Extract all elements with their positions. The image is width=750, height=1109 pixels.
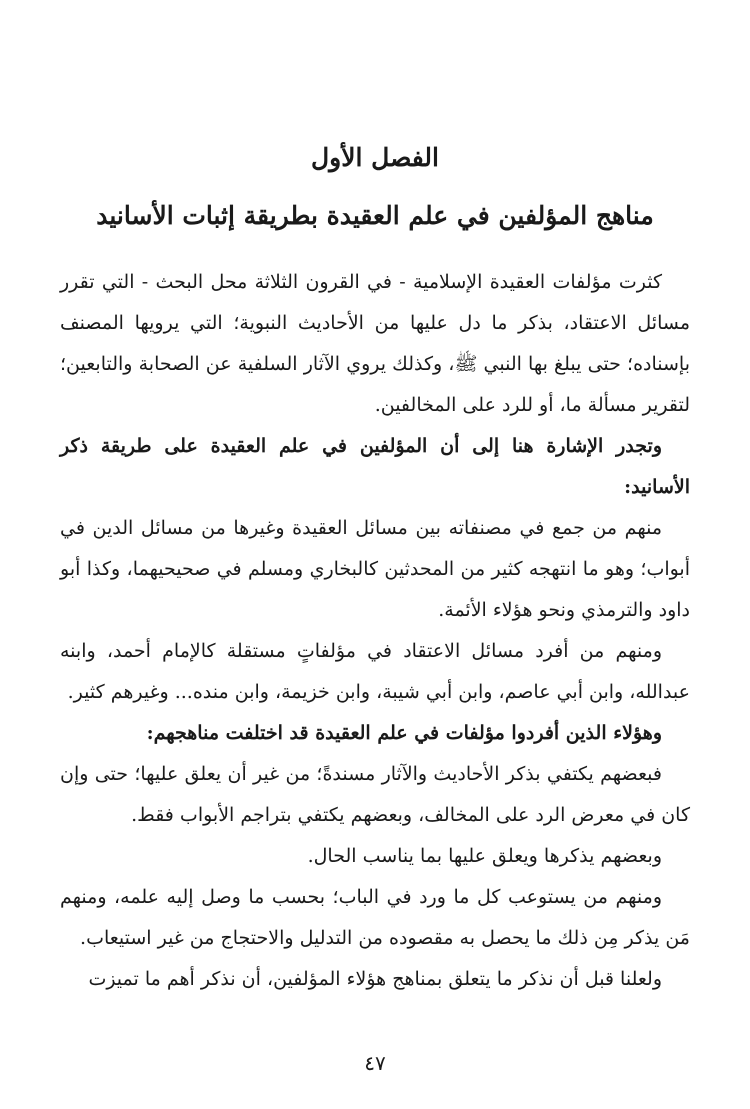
chapter-title: الفصل الأول xyxy=(311,143,439,172)
paragraph-heading: وتجدر الإشارة هنا إلى أن المؤلفين في علم العقيدة على طريقة ذكر الأسانيد: xyxy=(60,435,690,498)
paragraph: كثرت مؤلفات العقيدة الإسلامية - في القرون الثلاثة محل البحث - التي تقرر مسائل الاعتقاد، بذكر ما دل عليها من الأحاديث النبوية؛ التي يرويها المصنف بإسناده؛ حتى يبلغ بها النبي ﷺ، وكذلك يروي الآثار السلفية عن الصحابة والتابعين؛ لتقرير مسألة ما، أو للرد على المخالفين. xyxy=(60,271,690,416)
paragraph: ولعلنا قبل أن نذكر ما يتعلق بمناهج هؤلاء المؤلفين، أن نذكر أهم ما تميزت xyxy=(88,968,662,990)
document-page xyxy=(60,0,690,1109)
paragraph-heading: وهؤلاء الذين أفردوا مؤلفات في علم العقيدة قد اختلفت مناهجهم: xyxy=(146,722,662,744)
paragraph: ومنهم من يستوعب كل ما ورد في الباب؛ بحسب ما وصل إليه علمه، ومنهم مَن يذكر مِن ذلك ما يحصل به مقصوده من التدليل والاحتجاج من غير استيعاب. xyxy=(60,886,690,949)
paragraph: منهم من جمع في مصنفاته بين مسائل العقيدة وغيرها من مسائل الدين في أبواب؛ وهو ما انتهجه كثير من المحدثين كالبخاري ومسلم في صحيحيهما، وكذا أبو داود والترمذي ونحو هؤلاء الأئمة. xyxy=(60,517,690,621)
chapter-subtitle: مناهج المؤلفين في علم العقيدة بطريقة إثبات الأسانيد xyxy=(96,201,654,230)
paragraph: ومنهم من أفرد مسائل الاعتقاد في مؤلفاتٍ مستقلة كالإمام أحمد، وابنه عبدالله، وابن أبي عاصم، وابن أبي شيبة، وابن خزيمة، وابن منده... وغيرهم كثير. xyxy=(60,640,690,703)
paragraph: فبعضهم يكتفي بذكر الأحاديث والآثار مسندةً؛ من غير أن يعلق عليها؛ حتى وإن كان في معرض الرد على المخالف، وبعضهم يكتفي بتراجم الأبواب فقط. xyxy=(60,763,690,826)
body-text xyxy=(60,262,690,1000)
paragraph: وبعضهم يذكرها ويعلق عليها بما يناسب الحال. xyxy=(307,845,662,867)
page-number: ٤٧ xyxy=(364,1051,386,1075)
